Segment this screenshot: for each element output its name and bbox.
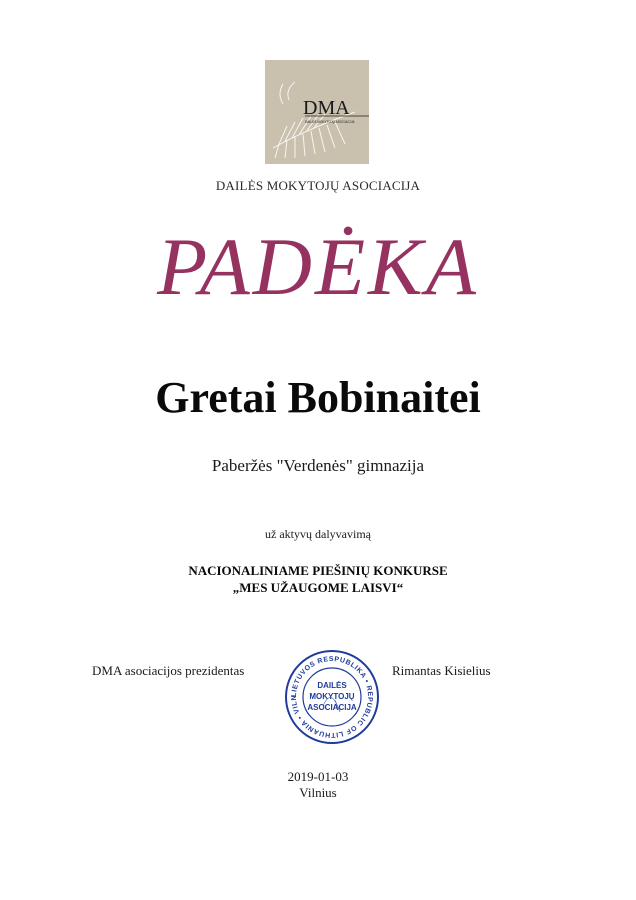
president-name: Rimantas Kisielius (392, 663, 491, 678)
recipient-name: Gretai Bobinaitei (155, 373, 481, 422)
official-seal (283, 648, 381, 746)
dma-logo (265, 60, 369, 164)
award-reason: už aktyvų dalyvavimą (265, 527, 371, 541)
seal-center-line: ASOCIACIJA (307, 703, 357, 712)
issue-city: Vilnius (299, 785, 337, 800)
seal-center-text (307, 681, 357, 712)
issue-date: 2019-01-03 (287, 769, 349, 784)
logo-subtext: DAILĖS MOKYTOJŲ ASOCIACIJA (305, 120, 355, 124)
school-name: Paberžės "Verdenės" gimnazija (211, 456, 425, 475)
logo-text: DMA (303, 97, 350, 119)
president-title: DMA asociacijos prezidentas (92, 663, 245, 678)
certificate-title: PADĖKA (157, 221, 479, 312)
contest-name (0, 562, 636, 596)
organization-name: DAILĖS MOKYTOJŲ ASOCIACIJA (215, 178, 421, 193)
seal-ring-text: LIETUVOS RESPUBLIKA • REPUBLIC OF LITHUANIA • VILN (290, 655, 374, 739)
contest-line-1: NACIONALINIAME PIEŠINIŲ KONKURSE (188, 563, 448, 578)
contest-line-2: „MES UŽAUGOME LAISVI“ (232, 580, 404, 595)
seal-center-line: DAILĖS (317, 681, 347, 690)
seal-graphic (283, 648, 381, 746)
seal-center-line: MOKYTOJŲ (309, 692, 355, 701)
dma-logo-graphic (265, 60, 369, 164)
